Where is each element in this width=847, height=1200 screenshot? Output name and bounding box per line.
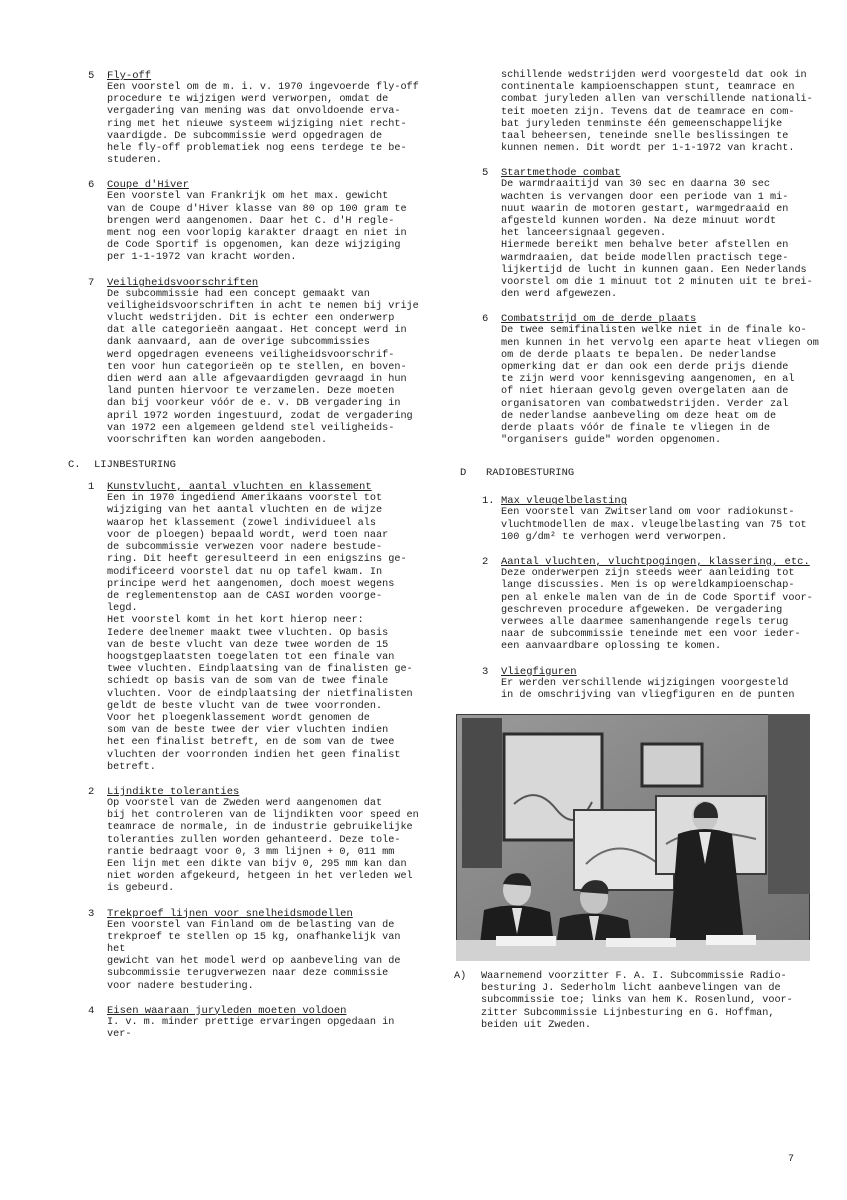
- section-number: 7: [88, 276, 95, 289]
- heading-radiobesturing: [460, 467, 820, 479]
- section-text: De subcommissie had een concept gemaakt van veiligheidsvoorschriften in acht te nemen bij vrije vlucht wedstrijden. Dit is echter een onderwerp dat alle categorieën aangaat. Het concept werd in dank aanvaard, aan de overige subcommissies werd opgedragen eveneens veiligheidsvoorschrif- ten voor hun categorieën op te stellen, en boven- dien werd aan alle afgevaardigden gevraagd in hun land punten hiervoor te verzamelen. Deze moeten dan bij voorkeur vóór de e. v. DB vergadering in april 1972 worden ingestuurd, zodat de vergadering van 1972 een algemeen geldend stel veiligheids- voorschriften kan worden aangeboden.: [107, 288, 419, 447]
- right-column: [454, 70, 820, 1032]
- section-text: Een in 1970 ingediend Amerikaans voorstel tot wijziging van het aantal vluchten en de wijze waarop het klassement (zowel individueel als voor de ploegen) bepaald wordt, werd toen naar de subcommissie verwezen voor nadere bestude- ring. Dit heeft geresulteerd in een enigszins ge- modificeerd voorstel dat nu op tafel kwam. In principe werd het aangenomen, doch moest wegens de reglementenstop aan de CASI worden voorge- legd. Het voorstel komt in het kort hierop neer: Iedere deelnemer maakt twee vluchten. Op basis van de beste vlucht van deze twee worden de 15 hoogstgeplaatsten toegelaten tot een finale van twee vluchten. Eindplaatsing van de finalisten ge- schiedt op basis van de som van de twee finale vluchten. Voor de eindplaatsing der nietfinalisten geldt de beste vlucht van de twee voorronden. Voor het ploegenklassement wordt genomen de som van de beste twee der vier vluchten indien het een finalist betreft, en de som van de twee vluchten der voorronden indien het geen finalist betreft.: [107, 493, 413, 773]
- section-title: Max vleugelbelasting: [501, 495, 628, 508]
- page-number: 7: [788, 1154, 795, 1165]
- section-number: 1: [88, 481, 95, 494]
- section-title: Vliegfiguren: [501, 665, 577, 678]
- meeting-photo: [456, 714, 810, 961]
- section-number: 5: [482, 167, 489, 180]
- section-title: Coupe d'Hiver: [107, 179, 189, 192]
- section-lijndikte-toleranties: [88, 786, 423, 896]
- section-number: 4: [88, 1004, 95, 1017]
- section-coupe-d-hiver: [88, 179, 423, 264]
- section-fly-off: [88, 70, 423, 167]
- section-title: Combatstrijd om de derde plaats: [501, 313, 697, 326]
- section-text: De twee semifinalisten welke niet in de finale ko- men kunnen in het vervolg een aparte heat vliegen om om de derde plaats te bepalen. De nederlandse opmerking dat er dan ook een derde prijs diende te zijn werd voor kennisgeving aangenomen, en al of niet hieraan gevolg geven overgelaten aan de organisatoren van combatwedstrijden. Verder zal de nederlandse aanbeveling om deze heat om de derde plaats vóór de finale te vliegen in de "organisers guide" worden opgenomen.: [501, 325, 819, 447]
- continuation-text: schillende wedstrijden werd voorgesteld dat ook in continentale kampioenschappen stunt, teamrace en combat juryleden allen van verschillende nationali- teit moeten zijn. Tevens dat de teamrace en com- bat juryleden tenminste één gemeenschappelijke taal beheersen, teneinde snelle beslissingen te kunnen nemen. Dit wordt per 1-1-1972 van kracht.: [501, 70, 813, 155]
- section-number: 6: [88, 179, 95, 192]
- section-number: 3: [482, 665, 489, 678]
- section-text: De warmdraaitijd van 30 sec en daarna 30 sec wachten is vervangen door een periode van 1 mi- nuut waarin de motoren gestart, warmgedraaid en afgesteld kunnen worden. Na deze minuut wordt het lanceersignaal gegeven. Hiermede bereikt men behalve beter afstellen en warmdraaien, dat beide modellen practisch tege- lijkertijd de lucht in kunnen gaan. Een Nederlands voorstel om die 1 minuut tot 2 minuten uit te brei- den werd afgewezen.: [501, 179, 813, 301]
- heading-text: LIJNBESTURING: [94, 459, 176, 472]
- section-kunstvlucht: [88, 481, 423, 774]
- photo-caption: [454, 971, 820, 1032]
- section-number: 3: [88, 907, 95, 920]
- section-title: Eisen waaraan juryleden moeten voldoen: [107, 1004, 347, 1017]
- section-aantal-vluchten: [482, 556, 820, 653]
- section-continuation: [482, 70, 820, 155]
- section-title: Trekproef lijnen voor snelheidsmodellen: [107, 907, 353, 920]
- section-title: Aantal vluchten, vluchtpogingen, klassering, etc.: [501, 556, 810, 569]
- heading-letter: D: [460, 467, 467, 480]
- section-max-vleugelbelasting: [482, 495, 820, 544]
- section-text: Deze onderwerpen zijn steeds weer aanleiding tot lange discussies. Men is op wereldkampioenschap- pen al enkele malen van de in de Code Sportif voor- geschreven procedure afgeweken. De vergadering verwees alle daarmee samenhangende regels terug naar de subcommissie teneinde met een voor ieder- een aanvaardbare oplossing te komen.: [501, 568, 813, 653]
- section-title: Lijndikte toleranties: [107, 785, 240, 798]
- section-eisen-juryleden: [88, 1005, 423, 1041]
- section-text: Een voorstel om de m. i. v. 1970 ingevoerde fly-off procedure te wijzigen werd verworpen, omdat de vergadering van mening was dat onvoldoende erva- ring met het nieuwe systeem wijziging niet recht- vaardigde. De subcommissie werd opgedragen de hele fly-off problematiek nog eens terdege te be- studeren.: [107, 82, 419, 167]
- section-text: Op voorstel van de Zweden werd aangenomen dat bij het controleren van de lijndikten voor speed en teamrace de normale, in de industrie gebruikelijke toleranties zullen worden gehanteerd. Deze tole- rantie bedraagt voor 0, 3 mm lijnen + 0, 011 mm Een lijn met een dikte van bijv 0, 295 mm kan dan niet worden afgekeurd, hetgeen in het verleden wel is gebeurd.: [107, 797, 419, 895]
- heading-lijnbesturing: [68, 459, 423, 471]
- section-text: Een voorstel van Frankrijk om het max. gewicht van de Coupe d'Hiver klasse van 80 op 100 gram te brengen werd aangenomen. Daar het C. d'H regle- ment nog een voorlopig karakter draagt en niet in de Code Sportif is opgenomen, kan deze wijziging per 1-1-1972 van kracht worden.: [107, 191, 407, 264]
- section-text: Een voorstel van Finland om de belasting van de trekproef te stellen op 15 kg, onafhankelijk van het gewicht van het model werd op aanbeveling van de subcommissie terugverwezen naar deze commissie voor nadere bestudering.: [107, 919, 401, 992]
- section-number: 1.: [482, 495, 495, 508]
- section-number: 5: [88, 70, 95, 82]
- section-text: I. v. m. minder prettige ervaringen opgedaan in ver-: [107, 1016, 395, 1040]
- caption-text: Waarnemend voorzitter F. A. I. Subcommissie Radio- besturing J. Sederholm licht aanbevelingen van de subcommissie toe; links van hem K. Rosenlund, voor- zitter Subcommissie Lijnbesturing en G. Hoffman, beiden uit Zweden.: [481, 970, 793, 1031]
- section-number: 2: [482, 556, 489, 569]
- left-column: [68, 70, 423, 1053]
- section-number: 6: [482, 313, 489, 326]
- section-title: Startmethode combat: [501, 167, 621, 180]
- section-number: 2: [88, 785, 95, 798]
- section-title: Fly-off: [107, 70, 152, 82]
- heading-letter: C.: [68, 459, 81, 472]
- section-trekproef-lijnen: [88, 908, 423, 993]
- section-veiligheidsvoorschriften: [88, 277, 423, 448]
- section-combatstrijd: [482, 313, 820, 447]
- heading-text: RADIOBESTURING: [486, 467, 575, 480]
- caption-label: A): [454, 970, 467, 982]
- section-text: Een voorstel van Zwitserland om voor radiokunst- vluchtmodellen de max. vleugelbelasting van 75 tot 100 g/dm² te verhogen werd verworpen.: [501, 507, 807, 543]
- section-startmethode-combat: [482, 167, 820, 301]
- section-title: Kunstvlucht, aantal vluchten en klassement: [107, 481, 372, 494]
- section-title: Veiligheidsvoorschriften: [107, 276, 259, 289]
- section-vliegfiguren: [482, 666, 820, 702]
- section-text: Er werden verschillende wijzigingen voorgesteld in de omschrijving van vliegfiguren en de punten: [501, 677, 795, 701]
